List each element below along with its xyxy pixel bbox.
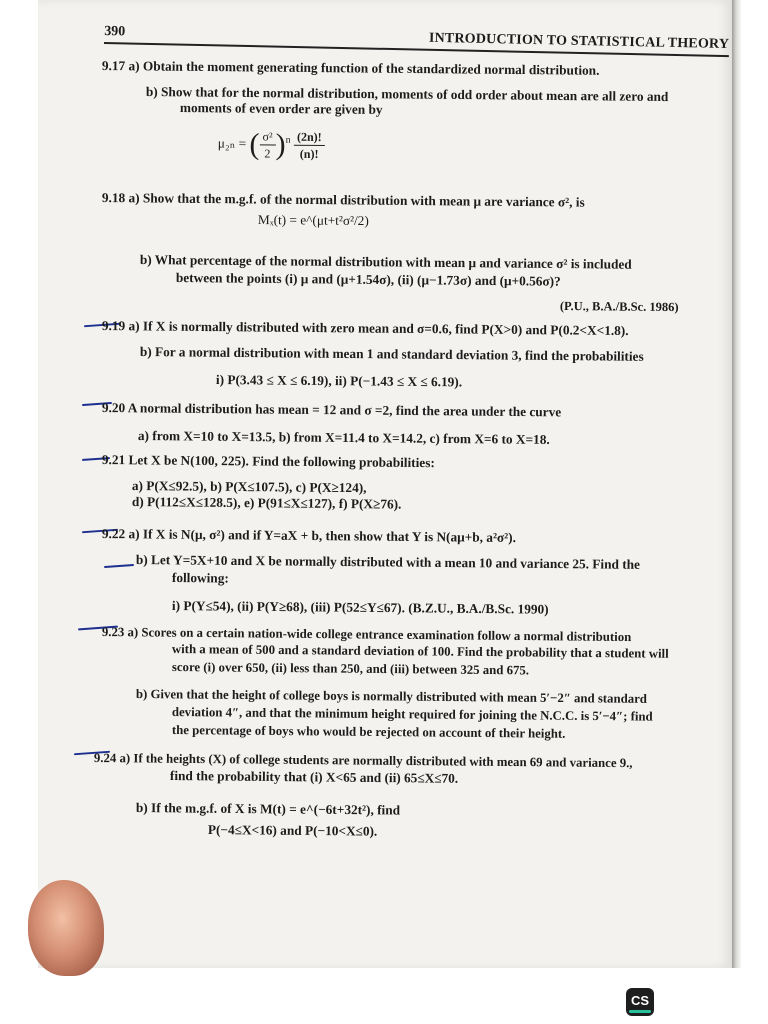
text-line: a) from X=10 to X=13.5, b) from X=11.4 to X=14.2, c) from X=6 to X=18. — [137, 428, 550, 447]
text-line: 9.20 A normal distribution has mean = 12 and σ =2, find the area under the curve — [101, 400, 562, 420]
formula-mgf: Mₓ(t) = e^(μt+t²σ²/2) — [257, 212, 369, 229]
text-line: 9.24 a) If the heights (X) of college students are normally distributed with mean 69 and variance 9., — [93, 750, 633, 771]
camscanner-logo: CS — [626, 988, 654, 1016]
text-line: deviation 4″, and that the minimum height required for joining the N.C.C. is 5′−4″; find — [171, 704, 653, 724]
text-line: score (i) over 650, (ii) less than 250, and (iii) between 325 and 675. — [171, 659, 530, 678]
text-line: i) P(3.43 ≤ X ≤ 6.19), ii) P(−1.43 ≤ X ≤ 6.19). — [215, 372, 463, 390]
text-line: 9.21 Let X be N(100, 225). Find the following probabilities: — [101, 452, 435, 471]
text-line: moments of even order are given by — [179, 100, 383, 117]
text-line: 9.23 a) Scores on a certain nation-wide college entrance examination follow a normal distribution — [101, 624, 632, 645]
formula-moments: μ₂ₙ = ( $\frac{\text{σ²}}{2}$ )$^n$ $\frac{(2n)!}{(n)!}$ — [218, 128, 325, 162]
text-line: b) Show that for the normal distribution, moments of odd order about mean are all zero and — [145, 84, 669, 105]
text-line: b) Let Y=5X+10 and X be normally distributed with a mean 10 and variance 25. Find the — [135, 552, 641, 572]
text-line: 9.18 a) Show that the m.g.f. of the normal distribution with mean μ are variance σ², is — [101, 190, 585, 210]
text-line: d) P(112≤X≤128.5), e) P(91≤X≤127), f) P(X≥76). — [131, 494, 402, 512]
text-line: the percentage of boys who would be rejected on account of their height. — [171, 722, 566, 741]
chapter-title: INTRODUCTION TO STATISTICAL THEORY — [428, 30, 730, 53]
citation: (P.U., B.A./B.Sc. 1986) — [559, 298, 679, 315]
text-line: with a mean of 500 and a standard deviation of 100. Find the probability that a student will — [171, 641, 669, 661]
text-line: b) If the m.g.f. of X is M(t) = e^(−6t+32t²), find — [135, 800, 401, 818]
text-line: b) Given that the height of college boys is normally distributed with mean 5′−2″ and standard — [135, 686, 647, 706]
text-line: b) For a normal distribution with mean 1 and standard deviation 3, find the probabilities — [139, 344, 644, 364]
text-line: find the probability that (i) X<65 and (ii) 65≤X≤70. — [169, 768, 459, 786]
text-line: 9.22 a) If X is N(μ, σ²) and if Y=aX + b, then show that Y is N(aμ+b, a²σ²). — [101, 526, 517, 545]
text-line: a) P(X≤92.5), b) P(X≤107.5), c) P(X≥124), — [131, 478, 367, 496]
text-line: i) P(Y≤54), (ii) P(Y≥68), (iii) P(52≤Y≤67). (B.Z.U., B.A./B.Sc. 1990) — [171, 598, 549, 617]
page-number: 390 — [104, 24, 126, 40]
text-line: 9.19 a) If X is normally distributed with zero mean and σ=0.6, find P(X>0) and P(0.2<X<1.8). — [101, 318, 629, 339]
text-line: between the points (i) μ and (μ+1.54σ), (ii) (μ−1.73σ) and (μ+0.56σ)? — [175, 270, 561, 289]
thumb — [28, 880, 104, 976]
text-line: b) What percentage of the normal distribution with mean μ and variance σ² is included — [139, 252, 632, 272]
text-line: P(−4≤X<16) and P(−10<X≤0). — [207, 822, 378, 839]
text-line: 9.17 a) Obtain the moment generating function of the standardized normal distribution. — [101, 58, 600, 78]
text-line: following: — [171, 570, 229, 586]
page-edge — [732, 0, 742, 968]
